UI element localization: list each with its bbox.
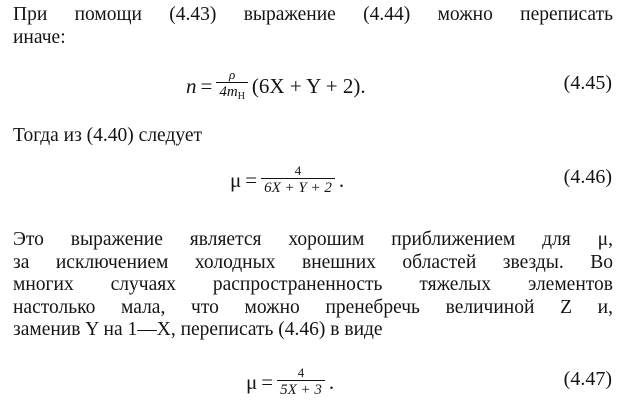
equation-formula bbox=[230, 160, 344, 200]
fraction-denominator: 6X + Y + 2 bbox=[261, 178, 335, 197]
equation-relation: = bbox=[261, 369, 274, 394]
equation-formula bbox=[246, 362, 334, 402]
paragraph-1 bbox=[13, 4, 613, 49]
equation-fraction bbox=[261, 163, 335, 197]
paragraph-line: многих случаях распространенность тяжелых элементов bbox=[13, 274, 613, 295]
equation-fraction bbox=[277, 365, 325, 399]
equation-number: (4.46) bbox=[563, 166, 612, 188]
denominator-coefficient: 4m bbox=[219, 83, 238, 100]
equation-relation: = bbox=[245, 167, 258, 192]
paragraph-line: за исключением холодных внешних областей звезды. Во bbox=[13, 251, 613, 273]
equation-number: (4.47) bbox=[563, 368, 612, 390]
paragraph-line: Тогда из (4.40) следует bbox=[13, 125, 203, 146]
equation-4-47 bbox=[0, 362, 624, 402]
paragraph-line: заменив Y на 1—X, переписать (4.46) в виде bbox=[13, 319, 383, 340]
paragraph-line: иначе: bbox=[13, 26, 66, 48]
equation-tail: . bbox=[338, 167, 345, 192]
equation-number: (4.45) bbox=[563, 72, 612, 94]
equation-formula bbox=[186, 66, 366, 106]
fraction-numerator: ρ bbox=[229, 66, 236, 82]
equation-lhs: μ bbox=[230, 167, 242, 192]
fraction-denominator bbox=[216, 82, 248, 106]
fraction-denominator: 5X + 3 bbox=[277, 380, 325, 399]
paragraph-line: При помощи (4.43) выражение (4.44) можно переписать bbox=[13, 4, 613, 25]
fraction-numerator: 4 bbox=[294, 163, 302, 178]
equation-rhs: (6X + Y + 2). bbox=[251, 73, 366, 98]
paragraph-line: настолько мала, что можно пренебречь величиной Z и, bbox=[13, 296, 613, 318]
denominator-subscript: H bbox=[237, 90, 245, 102]
equation-fraction bbox=[216, 67, 248, 106]
equation-lhs: μ bbox=[246, 369, 258, 394]
equation-relation: = bbox=[200, 73, 213, 98]
paragraph-3 bbox=[13, 229, 613, 342]
equation-tail: . bbox=[328, 369, 335, 394]
equation-lhs: n bbox=[186, 73, 197, 98]
paragraph-2 bbox=[13, 125, 613, 148]
equation-4-46 bbox=[0, 160, 624, 200]
equation-4-45 bbox=[0, 66, 624, 106]
fraction-numerator: 4 bbox=[297, 365, 305, 380]
paragraph-line: Это выражение является хорошим приближением для μ, bbox=[13, 229, 613, 250]
